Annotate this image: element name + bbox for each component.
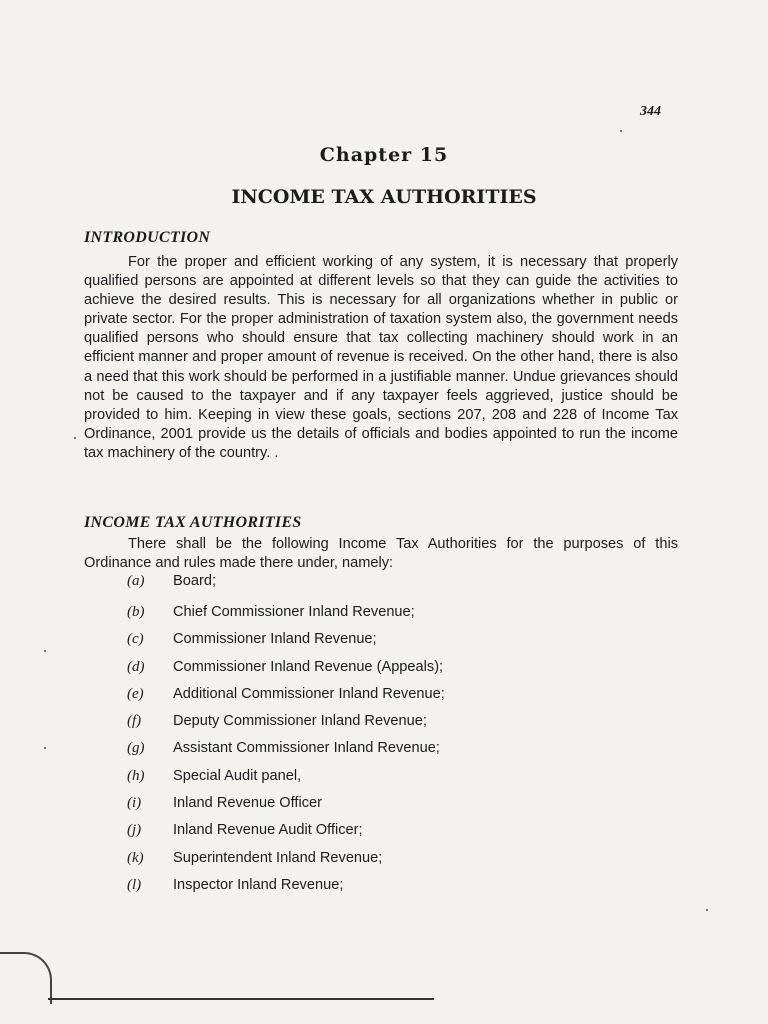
list-item [127,876,445,903]
list-marker: (l) [127,876,142,893]
list-item [127,821,445,848]
introduction-paragraph: For the proper and efficient working of any system, it is necessary that properly qualified persons are appointed at different levels so that they can guide the activities to achieve the desired results. This is necessary for all organizations whether in public or private sector. For the proper administration of taxation system also, the government needs qualified persons who should ensure that tax collecting machinery should work in an efficient manner and proper amount of revenue is received. On the other hand, there is also a need that this work should be performed in a justifiable manner. Undue grievances should not be caused to the taxpayer and if any taxpayer feels aggrieved, justice should be provided to him. Keeping in view these goals, sections 207, 208 and 228 of Income Tax Ordinance, 2001 provide us the details of officials and bodies appointed to run the income tax machinery of the country. . [84,254,678,461]
bottom-rule [48,998,434,1000]
list-marker: (c) [127,631,144,648]
list-item-label: Commissioner Inland Revenue (Appeals); [173,658,444,675]
list-marker: (g) [127,740,145,757]
list-item-label: Deputy Commissioner Inland Revenue; [173,713,427,730]
list-item [127,630,445,657]
list-item-label: Commissioner Inland Revenue; [173,631,377,648]
list-marker: (a) [127,573,145,589]
list-item [127,712,445,739]
list-item-label: Chief Commissioner Inland Revenue; [173,604,415,620]
scan-speck [74,437,76,439]
list-item-label: Inspector Inland Revenue; [173,876,344,893]
list-item-label: Inland Revenue Audit Officer; [173,822,363,839]
authorities-list [127,572,445,903]
introduction-heading: INTRODUCTION [84,229,211,246]
list-item-label: Superintendent Inland Revenue; [173,849,383,866]
list-marker: (b) [127,604,145,620]
list-item [127,572,445,603]
scan-speck [620,130,622,132]
list-marker: (i) [127,795,142,812]
list-marker: (d) [127,658,145,675]
scan-speck [44,747,46,749]
list-marker: (e) [127,685,144,702]
scan-speck [44,650,46,652]
list-item [127,658,445,685]
chapter-label: Chapter 15 [319,144,449,166]
list-item [127,767,445,794]
list-marker: (f) [127,713,142,730]
list-item [127,794,445,821]
list-item [127,849,445,876]
list-marker: (h) [127,767,145,784]
page-curl-decoration [0,952,52,1004]
authorities-paragraph: There shall be the following Income Tax Authorities for the purposes of this Ordinance and rules made there under, namely: [84,536,678,572]
list-item [127,685,445,712]
authorities-heading: INCOME TAX AUTHORITIES [84,514,302,531]
list-marker: (j) [127,822,142,839]
list-item-label: Inland Revenue Officer [173,795,323,812]
list-marker: (k) [127,849,144,866]
page-number: 344 [640,104,661,119]
list-item [127,603,445,630]
chapter-title: INCOME TAX AUTHORITIES [231,186,537,208]
list-item-label: Additional Commissioner Inland Revenue; [173,685,445,702]
list-item [127,739,445,766]
list-item-label: Assistant Commissioner Inland Revenue; [173,740,440,757]
scan-speck [706,909,708,911]
list-item-label: Board; [173,573,216,589]
list-item-label: Special Audit panel, [173,767,302,784]
